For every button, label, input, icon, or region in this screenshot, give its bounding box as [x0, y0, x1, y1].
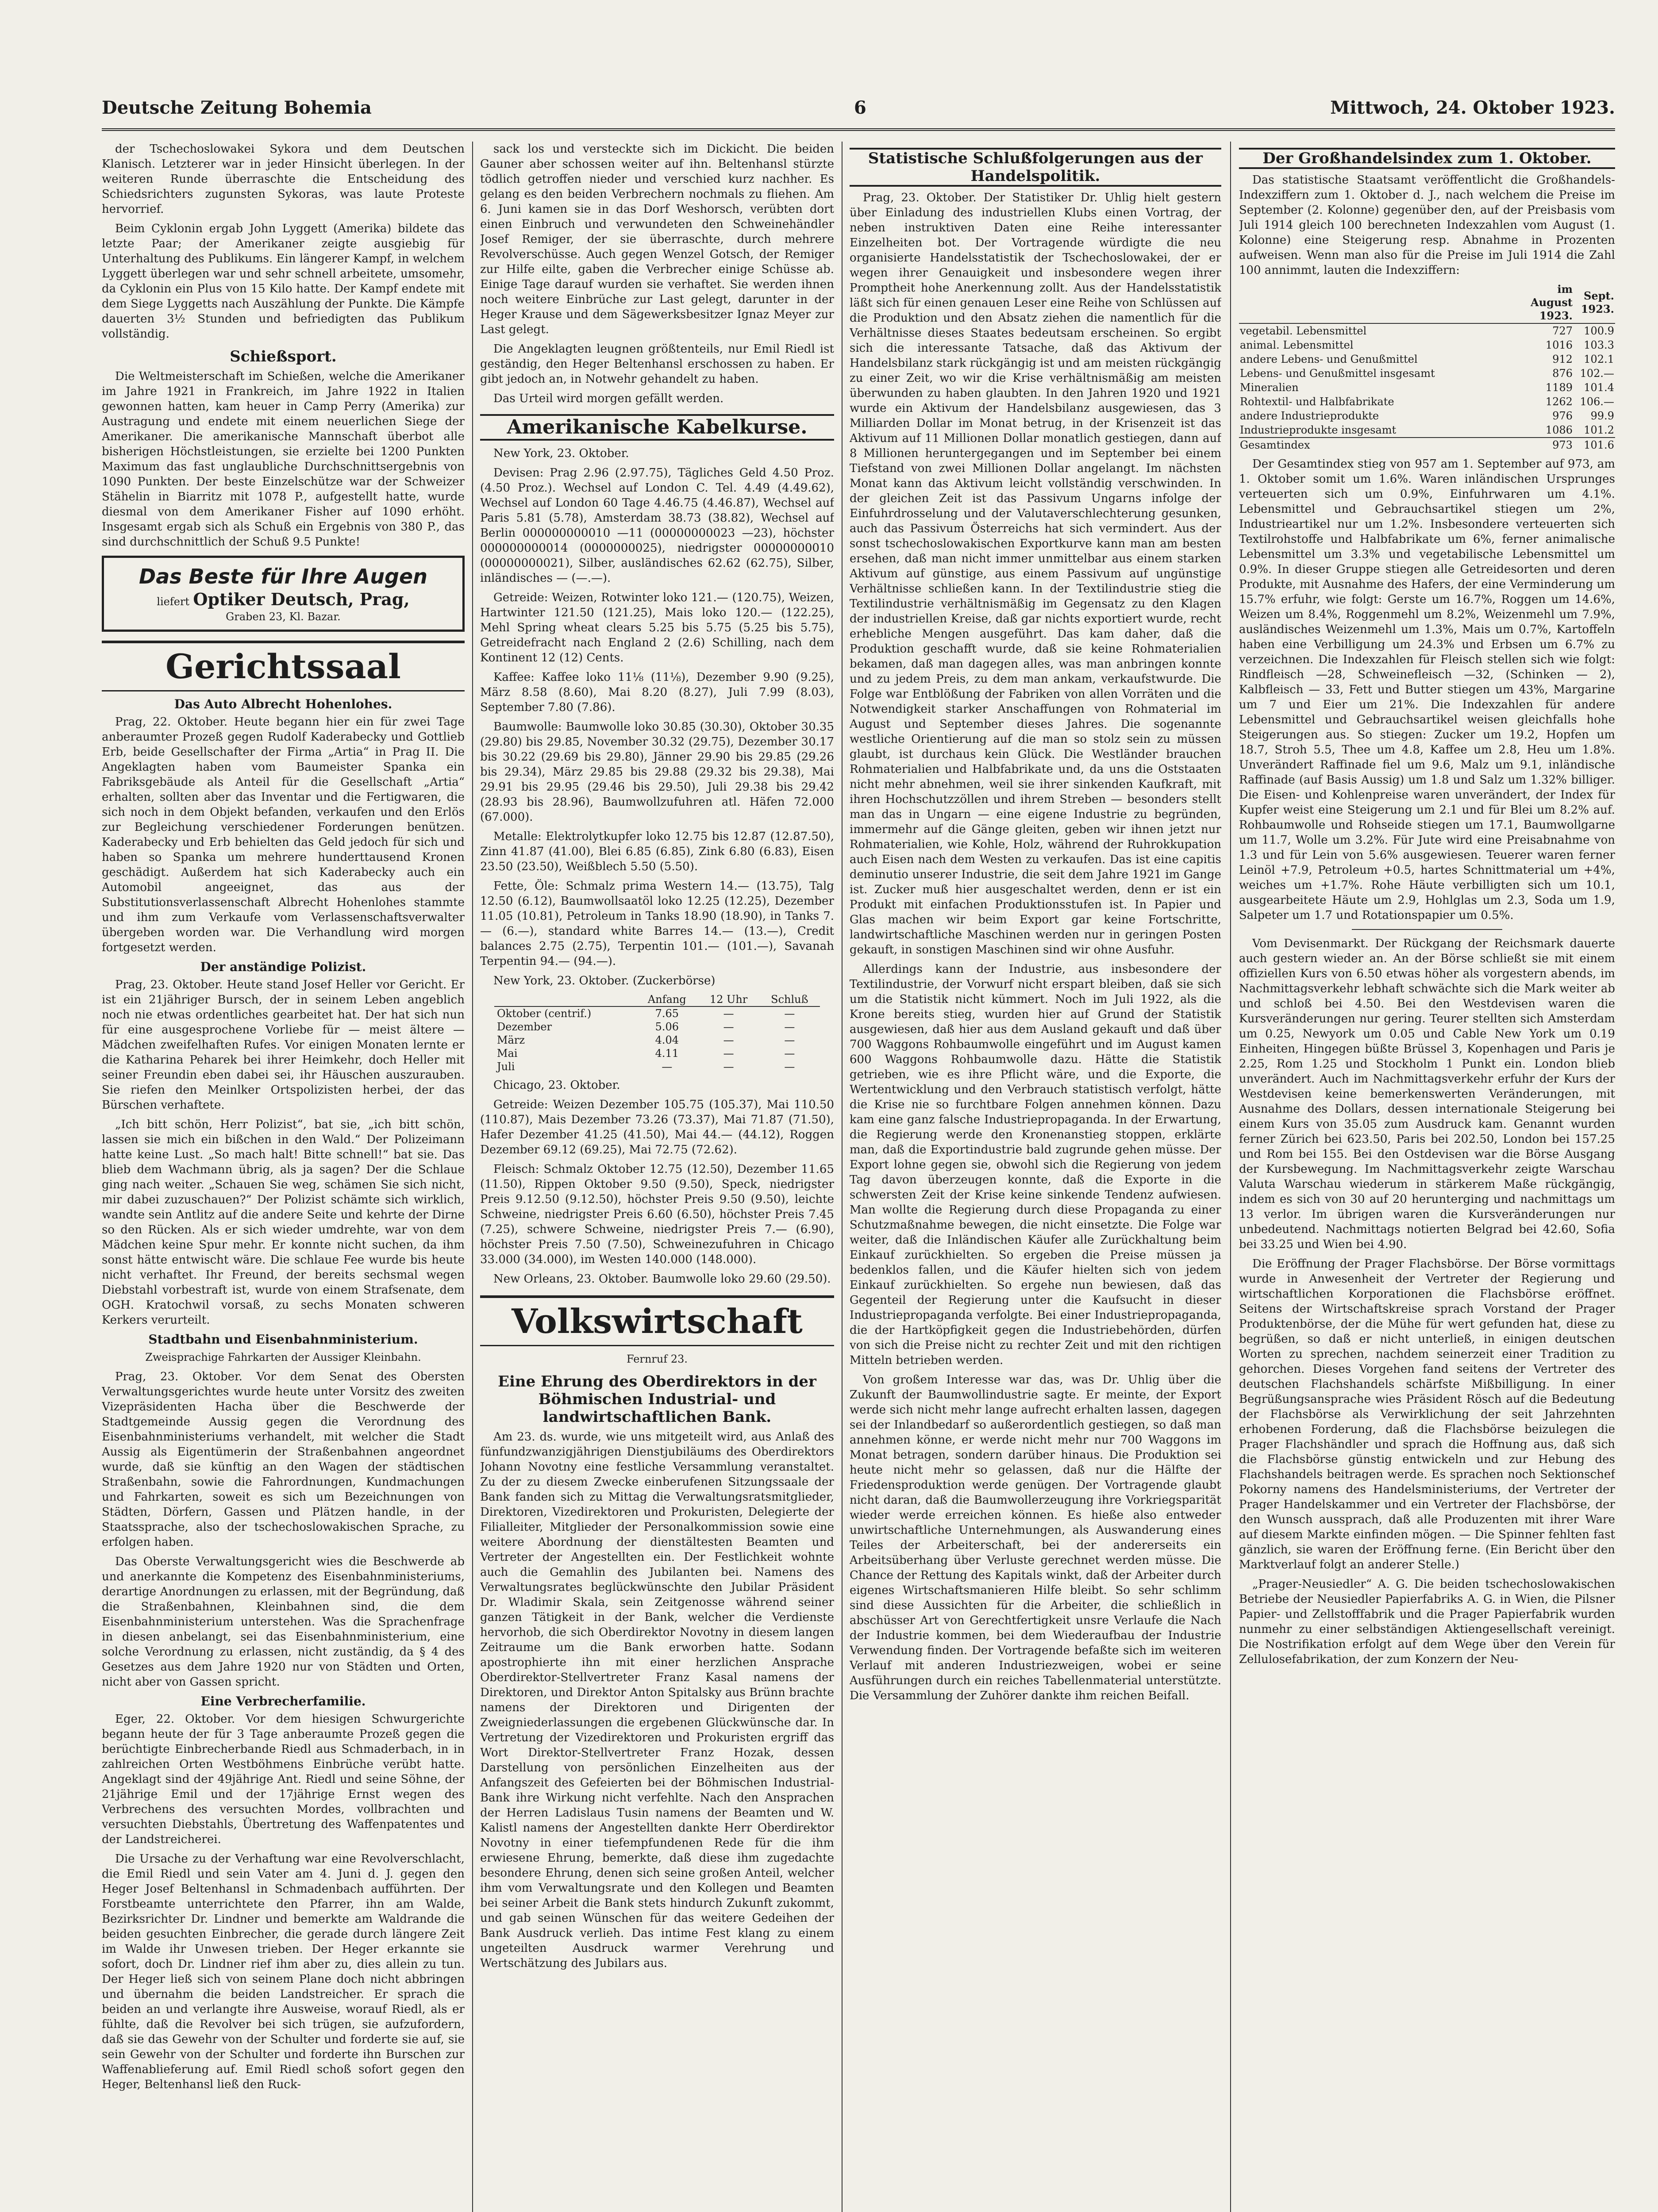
page-number: 6 [854, 97, 866, 118]
issue-date: Mittwoch, 24. Oktober 1923. [1330, 97, 1615, 118]
table-cell: 99.9 [1590, 410, 1614, 422]
paragraph: Fette, Öle: Schmalz prima Western 14.— (13.75), Talg 12.50 (6.12), Baumwollsaatöl loko 12.25 (12.25), Dezember 11.05 (10.81), Petroleum in Tanks 18.90 (18.90), in Tanks 7.— (6.—), standard white Barres 14.— (13.—), Credit balances 2.75 (2.75), Terpentin 101.— (101.—), Savanah Terpentin 94.— (94.—). [480, 879, 834, 968]
table-cell: Oktober (centrif.) [497, 1007, 592, 1020]
column-4 [1239, 142, 1615, 2212]
table-cell: 1189 [1545, 381, 1573, 394]
table-header: im August 1923. [1530, 282, 1573, 323]
table-cell: vegetabil. Lebensmittel [1240, 325, 1367, 337]
table-header: Schluß [759, 993, 820, 1006]
paragraph: Die Weltmeisterschaft im Schießen, welche die Amerikaner im Jahre 1921 in Frankreich, im Jahre 1922 in Italien gewonnen hatten, kam heuer in Camp Perry (Amerika) zur Austragung und endete mit einem neuerlichen Siege der Amerikaner. Die amerikanische Mannschaft überbot alle bisherigen Höchstleistungen, sie erzielte bei 1200 Punkten Maximum das fast unglaubliche Durchschnittsergebnis von 1090 Punkten. Der beste Einzelschütze war der Schweizer Stähelin in Biarritz mit 1078 P., aufgestellt hatte, wurde diesmal von dem Amerikaner Fisher auf 1090 erhöht. Insgesamt ergab sich als Schuß ein Ergebnis von 380 P., das sind durchschnittlich der Schuß 9.5 Punkte! [102, 370, 465, 549]
paragraph: Prag, 23. Oktober. Vor dem Senat des Obersten Verwaltungsgerichtes wurde heute unter Vorsitz des zweiten Vizepräsidenten Hacha über die Beschwerde der Stadtgemeinde Aussig gegen die Verordnung des Eisenbahnministeriums verhandelt, mit welcher die Stadt Aussig als Eigentümerin der Straßenbahnen angeordnet wurde, daß sie künftig an den Wagen der städtischen Straßenbahn, sowie die Fahrordnungen, Kundmachungen und Fahrkarten, soweit es sich um Bezeichnungen von Städten, Dörfern, Gassen und Plätzen handle, in der Staatssprache, also der tschechoslowakischen Sprache, zu erfolgen haben. [102, 1370, 465, 1549]
paragraph: Die Eröffnung der Prager Flachsbörse. Der Börse vormittags wurde in Anwesenheit der Vertreter der Regierung und wirtschaftlichen Korporationen die Flachsbörse eröffnet. Seitens der Wirtschaftskreise sprach Vorstand der Prager Produktenbörse, der die Mühe für wert gefunden hat, diese zu begrüßen, so daß er nicht unterließ, in einigen deutschen Worten zu sprechen, nachdem seinerzeit einer Tradition zu gehorchen. Dieses Vorgehen fand seitens der Vertreter des deutschen Flachshandels schärfste Mißbilligung. In einer Begrüßungsansprache wies Präsident Rösch auf die Bedeutung der Flachsbörse als Verwirklichung der seit Jahrzehnten erhobenen Forderung, daß die Flachsbörse beizulegen die Prager Flachshändler und sprach die Hoffnung aus, daß sich die Flachsbörse günstig entwickeln und zur Hebung des Flachshandels beitragen werde. Es sprachen noch Sektionschef Pokorny namens des Handelsministeriums, der Vertreter der Prager Handelskammer und ein Vertreter der Flachsbörse, der den Wunsch aussprach, daß alle Produzenten mit ihrer Ware auf diesem Markte einfinden mögen. — Die Spinner fehlten fast gänzlich, sie waren der Eröffnung ferne. (Ein Bericht über den Marktverlauf folgt an anderer Stelle.) [1239, 1257, 1615, 1571]
table-cell: andere Industrieprodukte [1240, 410, 1379, 422]
paragraph: Die Ursache zu der Verhaftung war eine Revolverschlacht, die Emil Riedl und sein Vater am 4. Juni d. J. gegen den Heger Josef Beltenhansl in Schmadenbach aufführten. Der Forstbeamte unterrichtete den Pfarrer, ihn am Walde, Bezirksrichter Dr. Lindner und bemerkte am Waldrande die beiden gesuchten Einbrecher, die gerade durch längere Zeit im Walde ihr Unwesen trieben. Der Heger erkannte sie sofort, doch Dr. Lindner rief ihm aber zu, dies allein zu tun. Der Heger ließ sich von seinem Plane doch nicht abbringen und übernahm die beiden Landstreicher. Er sprach die beiden an und verlangte ihre Ausweise, worauf Riedl, als er fühlte, daß die Revolver bei sich trügen, sie aufzufordern, daß sie das Gewehr von der Schulter und forderte sie auf, sie sein Gewehr von der Schulter und forderte ihn Burschen zur Waffenablieferung auf. Emil Riedl schoß sofort gegen den Heger, Beltenhansl ließ den Ruck- [102, 1852, 465, 2091]
column-3 [850, 142, 1221, 2212]
paragraph: Allerdings kann der Industrie, aus insbesondere der Textilindustrie, der Vorwurf nicht erspart bleiben, daß sie sich um die Statistik nicht kümmert. Noch im Juli 1922, als die Krone bereits stieg, wurden hier auf Grund der Statistik ausgewiesen, daß hier aus dem Ausland gekauft und daß über 700 Waggons Rohbaumwolle eingeführt und im August kamen 600 Waggons Rohbaumwolle dazu. Hätte die Statistik getrieben, wie es ihre Pflicht wäre, und die Exporte, die Wertentwicklung und den Verbrauch statistisch verfolgt, hätte die Krise nie so furchtbare Folgen annehmen können. Dazu kam eine ganz falsche Industriepropaganda. In der Erwartung, die Regierung werde den Kronenanstieg stoppen, erklärte man, daß die Exportindustrie bald zugrunde gehen müsse. Der Export lohne gegen sie, obwohl sich die Regierung von jedem Tag davon überzeugen konnte, daß die Exporte in die schwersten Zeit der Krise keine sinkende Tendenz aufwiesen. Man wollte die Regierung durch diese Propaganda zu einer Schutzmaßnahme bewegen, die nicht einsetzte. Die Folge war weiter, daß die Inländischen Käufer alle Zurückhaltung beim Einkauf zurückhielten. So ergeben die Preise müssen ja bedenklos fallen, und die Käufer hielten sich von jedem Einkauf zurückhielten. So ergehe nun bewiesen, daß das Gegenteil der Regierung unter die Kaufsucht in dieser Industriepropaganda verfolgte. Bei einer Industriepropaganda, die der Hartköpfigkeit gegen die Industriebehörden, dürfen von sich die Preise nicht zu rechter Zeit und mit den richtigen Mitteln betrieben werden. [850, 963, 1221, 1367]
ad-liefert: liefert [157, 595, 190, 608]
table-cell: 101.4 [1584, 381, 1614, 394]
section-title-kabelkurse: Amerikanische Kabelkurse. [480, 414, 834, 441]
newspaper-name: Deutsche Zeitung Bohemia [102, 97, 372, 118]
section-heading-schiesssport: Schießsport. [230, 348, 337, 365]
paragraph: Der Gesamtindex stieg von 957 am 1. September auf 973, am 1. Oktober somit um 1.6%. Waren inländischen Ursprunges verteuerten sich um 0.9%, Einfuhrwaren um 4.1%. Lebensmittel und Gebrauchsartikel stiegen um 2%, Industrieartikel nur um 1.2%. Insbesondere verteuerten sich Textilrohstoffe und Halbfabrikate um 6%, ferner animalische Lebensmittel um 3.3% und vegetabilische Lebensmittel um 0.9%. In dieser Gruppe stiegen alle Getreidesorten und deren Produkte, mit Ausnahme des Hafers, der eine Verminderung um 15.7% erfuhr, wie folgt: Gerste um 16.7%, Roggen um 14.6%, Weizen um 8.4%, Roggenmehl um 8.2%, Weizenmehl um 7.9%, ausländisches Weizenmehl um 1.3%, Mais um 0.7%, Kartoffeln haben eine Verbilligung um 24.3% und Erbsen um 6.7% zu verzeichnen. Die Indexzahlen für Fleisch stellen sich wie folgt: Rindfleisch —28, Schweinefleisch —32, (Schinken — 2), Kalbfleisch — 33, Fett und Butter stiegen um 43%, Margarine um 7 und Eier um 21%. Die Indexzahlen für andere Lebensmittel und Gebrauchsartikel weisen gleichfalls hohe Steigerungen aus. So stiegen: Zucker um 19.2, Hopfen um 18.7, Stroh 5.5, Thee um 4.8, Kaffee um 2.8, Heu um 1.8%. Unverändert Raffinade fiel um 9.6, Malz um 9.1, inländische Raffinade (auf Basis Aussig) um 1.8 und Salz um 1.32% billiger. Die Eisen- und Kohlenpreise waren unverändert, der Index für Kupfer weist eine Steigerung um 2.1 und für Blei um 8.2% auf. Rohbaumwolle und Rohseide stiegen um 17.1, Baumwollgarne um 11.7, Wolle um 3.2%. Für Jute wird eine Preisabnahme von 1.3 und für Lein von 5.6% ausgewiesen. Teuerer waren ferner Leinöl +7.9, Petroleum +0.5, hartes Schnittmaterial um +4%, weiches um +1.7%. Rohe Häute verbilligten sich um 10.1, ausgearbeitete Häute um 2.9, Hohlglas um 2.3, Soda um 1.9, Salpeter um 1.7 und Rotationspapier um 0.5%. [1239, 457, 1615, 922]
article-title: Das Auto Albrecht Hohenlohes. [174, 697, 392, 711]
table-cell: 912 [1552, 353, 1573, 365]
table-cell: — [784, 1047, 795, 1060]
paragraph: New York, 23. Oktober. [493, 447, 629, 460]
paragraph: Das Oberste Verwaltungsgericht wies die Beschwerde ab und anerkannte die Kompetenz des Eisenbahnministeriums, derartige Anordnungen zu erlassen, mit der Begründung, daß die Straßenbahnen, Kleinbahnen sind, die dem Eisenbahnministerium unterstehen. Was die Sprachenfrage in diesen anbelangt, sei das Eisenbahnministerium, eine solche Verordnung zu erlassen, nicht zuständig, da § 4 des Gesetzes aus dem Jahre 1920 nur von Städten und Orten, nicht aber von Gassen spricht. [102, 1555, 465, 1689]
paragraph: Chicago, 23. Oktober. [493, 1079, 620, 1092]
table-cell: — [662, 1060, 673, 1073]
paragraph: Kaffee: Kaffee loko 11⅛ (11⅛), Dezember 9.90 (9.25), März 8.58 (8.60), Mai 8.20 (8.27), Juli 7.99 (8.03), September 7.80 (7.86). [480, 671, 834, 714]
table-cell: 102.1 [1584, 353, 1614, 365]
paragraph: Das Urteil wird morgen gefällt werden. [493, 392, 724, 405]
table-header: Sept. 1923. [1573, 282, 1615, 323]
table-row [1239, 338, 1615, 352]
paragraph: Prag, 22. Oktober. Heute begann hier ein für zwei Tage anberaumter Prozeß gegen Rudolf Kaderabecky und Gottlieb Erb, beide Gesellschafter der Firma „Artia“ in Prag II. Die Angeklagten haben vom Baumeister Spanka ein Fabriksgebäude als Anteil für die Gesellschaft „Artia“ erhalten, sollten aber das Inventar und die Fertigwaren, die sich noch in dem Objekt befanden, verkaufen und den Erlös zur Begleichung verschiedener Forderungen benützen. Kaderabecky und Erb behielten das Geld jedoch für sich und haben so Spanka um mehrere hunderttausend Kronen geschädigt. Außerdem hat sich Kaderabecky auch ein Automobil angeeignet, das aus der Substitutionsverlassenschaft Albrecht Hohenlohes stammte und ihm zum Verkaufe vom Verlassenschaftsverwalter übergeben worden war. Die Verhandlung wird morgen fortgesetzt werden. [102, 715, 465, 954]
article-title: Statistische Schlußfolgerungen aus der Handelspolitik. [850, 148, 1221, 187]
table-cell: Dezember [497, 1021, 552, 1033]
table-cell: 100.9 [1584, 325, 1614, 337]
table-cell: 727 [1552, 325, 1573, 337]
ad-headline: Das Beste für Ihre Augen [139, 565, 427, 588]
table-cell: Mineralien [1240, 381, 1299, 394]
table-row [1239, 409, 1615, 423]
paragraph: Devisen: Prag 2.96 (2.97.75), Tägliches Geld 4.50 Proz. (4.50 Proz.). Wechsel auf London C. Tel. 4.49 (4.49.62), Wechsel auf London 60 Tage 4.46.75 (4.46.87), Wechsel auf Paris 5.81 (5.78), Amsterdam 38.73 (38.82), Wechsel auf Berlin 000000000010 —11 (00000000023 —23), höchster 000000000014 (0000000025), niedrigster 00000000010 (00000000021), Silber, ausländisches 62.62 (62.75), Silber, inländisches — (—.—). [480, 466, 834, 585]
table-cell: 101.6 [1573, 438, 1615, 452]
table-cell: — [723, 1021, 734, 1033]
table-cell: — [723, 1007, 734, 1020]
table-cell: — [723, 1060, 734, 1073]
section-title-volkswirtschaft: Volkswirtschaft [480, 1295, 834, 1346]
paragraph: Vom Devisenmarkt. Der Rückgang der Reichsmark dauerte auch gestern wieder an. An der Börse schließt sie mit einem offiziellen Kurs von 6.50 etwas höher als vorgestern abends, im Nachmittagsverkehr lebhaft schwächte sich die Mark weiter ab und schloß bei 4.50. Bei den Westdevisen waren die Kursveränderungen nur gering. Teurer stellten sich Amsterdam um 0.25, Newyork um 0.05 und Cable New York um 0.19 Einheiten, Hingegen büßte Brüssel 3, Kopenhagen und Paris je 2.25, Rom 1.25 und Stockholm 1 Punkt ein. London blieb unverändert. Auch im Nachmittagsverkehr erfuhr der Kurs der Westdevisen keine bemerkenswerten Veränderungen, mit Ausnahme des Dollars, dessen internationale Steigerung bei einem Kurs von 35.05 zum Ausdruck kam. Genannt wurden ferner Zürich bei 623.50, Paris bei 202.50, London bei 157.25 und Rom bei 155. Bei den Ostdevisen war die Börse Ausgang der Kursbewegung. Im Nachmittagsverkehr zeigte Warschau Valuta Warschau wiederum in stärkerem Maße rückgängig, indem es sich von 30 auf 20 herunterging und nachmittags um 13 verlor. Im übrigen waren die Kursveränderungen nur unbedeutend. Nachmittags notierten Belgrad bei 42.60, Sofia bei 33.25 und Wien bei 4.90. [1239, 937, 1615, 1251]
ad-company: Optiker Deutsch, Prag, [193, 589, 410, 609]
table-header [494, 993, 636, 1006]
column-rule [472, 142, 473, 2212]
paragraph: New York, 23. Oktober. (Zuckerbörse) [493, 974, 716, 987]
paragraph: Von großem Interesse war das, was Dr. Uhlig über die Zukunft der Baumwollindustrie sagte. Er meinte, der Export werde sich nicht mehr lange aufrecht erhalten lassen, dagegen sei der Inlandbedarf so außerordentlich gestiegen, so daß man annehmen könne, er werde nicht mehr nur 700 Waggons im Monat betragen, sondern darüber hinaus. Die Produktion sei heute nicht mehr so gelassen, daß nur die Hälfte der Friedensproduktion werde genügen. Der Vortragende glaubt nicht daran, daß die Baumwollerzeugung ihre Vorkriegsparität wieder werde erreichen können. Es hieße also entweder unwirtschaftliche Unternehmungen, als Auswanderung eines Teiles der Arbeiterschaft, bei der andererseits ein Arbeitsüberhang über Verluste gerechnet werden müsse. Die Chance der Rettung des Kapitals winkt, daß der Arbeiter durch eigenes Wirtschaftsmanieren Hilfe bleibt. So sehr schlimm sind diese Aussichten für die Arbeiter, die schließlich in abschüsser Art von Gerechtfertigkeit unsre Verlaufe die Nach der Industrie kommen, bei dem Wiederaufbau der Industrie Verwendung finden. Der Vortragende befaßte sich im weiteren Verlauf mit anderen Industriezweigen, wobei er seine Ausführungen durch ein reiches Tabellenmaterial unterstützte. Die Versammlung der Zuhörer dankte ihm reichen Beifall. [850, 1373, 1221, 1702]
table-header: Anfang [636, 993, 698, 1006]
paragraph: Getreide: Weizen, Rotwinter loko 121.— (120.75), Weizen, Hartwinter 121.50 (121.25), Mais loko 120.— (122.25), Mehl Spring wheat clears 5.25 bis 5.75 (5.25 bis 5.75), Getreidefracht nach England 2 (2.6) Schilling, nach dem Kontinent 12 (12) Cents. [480, 591, 834, 664]
article-title: Der Großhandelsindex zum 1. Oktober. [1239, 148, 1615, 169]
optiker-advertisement [102, 556, 465, 632]
table-cell: Gesamtindex [1239, 438, 1530, 452]
paragraph: Fleisch: Schmalz Oktober 12.75 (12.50), Dezember 11.65 (11.50), Rippen Oktober 9.50 (9.50), Speck, niedrigster Preis 9.12.50 (9.12.50), höchster Preis 9.50 (9.50), leichte Schweine, niedrigster Preis 6.60 (6.50), höchster Preis 7.45 (7.25), schwere Schweine, niedrigster Preis 7.— (6.90), höchster Preis 7.50 (7.50), Schweinezufuhren in Chicago 33.000 (34.000), im Westen 140.000 (148.000). [480, 1163, 834, 1266]
paragraph: Baumwolle: Baumwolle loko 30.85 (30.30), Oktober 30.35 (29.80) bis 29.85, November 30.32 (29.75), Dezember 30.17 bis 30.22 (29.69 bis 29.80), Jänner 29.90 bis 29.85 (29.26 bis 29.34), März 29.85 bis 29.88 (29.32 bis 29.38), Mai 29.91 bis 29.95 (29.46 bis 29.50), Juli 29.38 bis 29.42 (28.93 bis 28.96), Baumwollzufuhren atl. Häfen 72.000 (67.000). [480, 720, 834, 824]
table-row [1239, 352, 1615, 366]
table-row [494, 1020, 820, 1033]
column-rule [1230, 142, 1231, 2212]
section-subtitle: Fernruf 23. [626, 1353, 688, 1365]
paragraph: New Orleans, 23. Oktober. Baumwolle loko 29.60 (29.50). [493, 1272, 831, 1286]
table-cell: — [784, 1007, 795, 1020]
table-header: 12 Uhr [698, 993, 759, 1006]
table-row [494, 1033, 820, 1047]
section-title-gerichtssaal: Gerichtssaal [102, 641, 465, 691]
table-cell: 4.11 [655, 1047, 679, 1060]
table-cell: Industrieprodukte insgesamt [1240, 424, 1396, 436]
table-row [1239, 395, 1615, 409]
table-cell: Mai [497, 1047, 518, 1060]
table-cell: 1016 [1545, 339, 1573, 351]
article-title: Stadtbahn und Eisenbahnministerium. [148, 1332, 418, 1347]
paragraph: Eger, 22. Oktober. Vor dem hiesigen Schwurgerichte begann heute der für 3 Tage anberaumte Prozeß gegen die berüchtigte Einbrecherbande Riedl aus Schmaderbach, in in zahlreichen Orten Westböhmens Einbrüche verübt hatte. Angeklagt sind der 49jährige Ant. Riedl und seine Söhne, der 21jährige Emil und der 17jährige Ernst wegen des Verbrechens des versuchten Mordes, vollbrachten und versuchten Diebstahls, Übertretung des Waffenpatentes und der Landstreicherei. [102, 1713, 465, 1846]
table-row [1239, 423, 1615, 438]
table-cell: 5.06 [655, 1021, 679, 1033]
table-cell: 976 [1552, 410, 1573, 422]
table-row [1239, 380, 1615, 395]
article-subtitle: Zweisprachige Fahrkarten der Aussiger Kleinbahn. [145, 1351, 421, 1363]
table-cell: 7.65 [655, 1007, 679, 1020]
sugar-table [494, 993, 820, 1073]
table-cell: 103.3 [1584, 339, 1614, 351]
paragraph: Am 23. ds. wurde, wie uns mitgeteilt wird, aus Anlaß des fünfundzwanzigjährigen Dienstjubiläums des Oberdirektors Johann Novotny eine festliche Versammlung veranstaltet. Zu der zu diesem Zwecke einberufenen Sitzungssaale der Bank fanden sich zu Mittag die Verwaltungsratsmitglieder, Direktoren, Vizedirektoren und Prokuristen, Delegierte der Filialleiter, Mitglieder der Personalkommission sowie eine weitere Abordnung der dienstältesten Beamten und Vertreter der Angestellten ein. Der Festlichkeit wohnte auch die Gemahlin des Jubilanten bei. Namens des Verwaltungsrates beglückwünschte den Jubilar Präsident Dr. Wladimir Skala, sein Zeitgenosse während seiner ganzen Tätigkeit in der Bank, welcher die Verdienste hervorhob, die sich Oberdirektor Novotny in diesem langen Zeitraume um die Bank erworben hatte. Sodann apostrophierte ihn mit einer herzlichen Ansprache Oberdirektor-Stellvertreter Franz Kasal namens der Direktoren, und Direktor Anton Spitalsky aus Brünn brachte namens der Direktoren und Dirigenten der Zweigniederlassungen die ergebenen Glückwünsche dar. In Vertretung der Vizedirektoren und Prokuristen ergriff das Wort Direktor-Stellvertreter Franz Hozak, dessen Darstellung von persönlichen Einzelheiten aus der Anfangszeit des Gefeierten bei der Böhmischen Industrial-Bank ihre Wirkung nicht verfehlte. Nach den Ansprachen der Herren Ladislaus Tusin namens der Beamten und W. Kalistl namens der Angestellten dankte Herr Oberdirektor Novotny in einer tiefempfundenen Rede für die ihm erwiesene Ehrung, bemerkte, daß diese ihm zugedachte besondere Ehrung, denen sich seine großen Anteil, welcher ihm vom Verwaltungsrate und den Kollegen und Beamten bei seiner Arbeit die Bank stets hindurch Zukunft zukommt, und gab seinen Wünschen für das weitere Gedeihen der Bank Ausdruck verlieh. Das intime Fest klang zu einem ungeteilten Ausdruck warmer Verehrung und Wertschätzung des Jubilars aus. [480, 1430, 834, 1970]
table-cell: 101.2 [1584, 424, 1614, 436]
paragraph: „Prager-Neusiedler“ A. G. Die beiden tschechoslowakischen Betriebe der Neusiedler Papierfabriks A. G. in Wien, die Pilsner Papier- und Zellstofffabrik und die Prager Papierfabrik wurden nunmehr zu einer selbständigen Aktiengesellschaft vereinigt. Die Nostrifikation erfolgt auf dem Wege über den Verein für Zellulosefabrikation, der zum Konzern der Neu- [1239, 1578, 1615, 1666]
table-cell: Juli [497, 1060, 515, 1073]
table-cell: Rohtextil- und Halbfabrikate [1240, 396, 1394, 408]
ad-address: Graben 23, Kl. Bazar. [226, 611, 341, 623]
paragraph: Prag, 23. Oktober. Heute stand Josef Heller vor Gericht. Er ist ein 21jähriger Bursch, der in seinem Leben angeblich noch nie etwas ordentliches gearbeitet hat. Der hat sich nun für eine ausgesprochene Vorliebe für — meist ältere — Mädchen zweifelhaften Rufes. Vor einigen Monaten lernte er die Katharina Peharek bei ihrer Heimkehr, doch Heller mit seiner Freundin eben dabei sei, ihr Häuschen auszurauben. Sie riefen den Meinlker Ortspolizisten herbei, der das Bürschen verhaftete. [102, 978, 465, 1112]
table-row [494, 1047, 820, 1060]
index-table [1239, 282, 1615, 452]
article-title: Der anständige Polizist. [200, 960, 366, 974]
table-cell: animal. Lebensmittel [1240, 339, 1354, 351]
table-cell: 4.04 [655, 1034, 679, 1046]
article-title: Eine Ehrung des Oberdirektors in der Böhmischen Industrial- und landwirtschaftlichen Bank. [498, 1373, 816, 1426]
table-cell: März [497, 1034, 525, 1046]
paragraph: Metalle: Elektrolytkupfer loko 12.75 bis 12.87 (12.87.50), Zinn 41.87 (41.00), Blei 6.85 (6.85), Zink 6.80 (6.83), Eisen 23.50 (23.50), Weißblech 5.50 (5.50). [480, 830, 834, 873]
table-cell: andere Lebens- und Genußmittel [1240, 353, 1418, 365]
column-2 [480, 142, 834, 2212]
article-title: Eine Verbrecherfamilie. [200, 1694, 366, 1709]
table-header [1239, 282, 1530, 323]
paragraph: Getreide: Weizen Dezember 105.75 (105.37), Mai 110.50 (110.87), Mais Dezember 73.26 (73.37), Mai 71.87 (71.50), Hafer Dezember 41.25 (41.50), Mai 44.— (44.12), Roggen Dezember 69.12 (69.25), Mai 72.75 (72.62). [480, 1098, 834, 1156]
paragraph: „Ich bitt schön, Herr Polizist“, bat sie, „ich bitt schön, lassen sie mich ein bißchen in den Wald.“ Der Polizeimann hatte keine Lust. „So mach halt! Bitte schnell!“ bat sie. Das blieb dem Wachmann übrig, als ja sagen? Der die Schlaue ging nach weiter. „Schauen Sie weg, schämen Sie sich nicht, mir dabei zuzuschauen?“ Der Polizist schämte sich wirklich, wandte sein Antlitz auf die andere Seite und kehrte der Dirne so den Rücken. Als er sich wieder umdrehte, war von dem Mädchen keine Spur mehr. Er konnte nicht suchen, da ihm sonst hätte entwischt wäre. Die schlaue Fee wurde bis heute nicht verhaftet. Ihr Freund, der bereits sechsmal wegen Diebstahl vorbestraft ist, wurde von einem Strafsenate, dem OGH. Kratochwil vorsaß, zu sechs Monaten schweren Kerkers verurteilt. [102, 1118, 465, 1327]
paragraph: der Tschechoslowakei Sykora und dem Deutschen Klanisch. Letzterer war in jeder Hinsicht überlegen. In der weiteren Runde überraschte die Entscheidung des Schiedsrichters zugunsten Sykoras, was laute Proteste hervorrief. [102, 142, 465, 216]
table-cell: 1262 [1545, 396, 1573, 408]
table-cell: — [784, 1060, 795, 1073]
table-row [1239, 366, 1615, 380]
table-cell: — [723, 1047, 734, 1060]
table-cell: — [784, 1021, 795, 1033]
page-header [102, 93, 1615, 131]
table-cell: 1086 [1545, 424, 1573, 436]
table-cell: — [723, 1034, 734, 1046]
table-row [494, 1006, 820, 1020]
paragraph: Die Angeklagten leugnen größtenteils, nur Emil Riedl ist geständig, den Heger Beltenhansl erschossen zu haben. Er gibt jedoch an, in Notwehr gehandelt zu haben. [480, 342, 834, 386]
table-cell: 102.— [1580, 367, 1614, 380]
table-row [1239, 438, 1615, 452]
table-cell: 973 [1530, 438, 1573, 452]
column-1 [102, 142, 465, 2212]
paragraph: sack los und versteckte sich im Dickicht. Die beiden Gauner aber schossen weiter auf ihn. Beltenhansl stürzte tödlich getroffen nieder und verschied kurz nachher. Es gelang es den beiden Verbrechern nochmals zu fliehen. Am 6. Juni kamen sie in das Dorf Weshorsch, verübten dort einen Einbruch und verwundeten den Schweinehändler Josef Remiger, der sie überraschte, durch mehrere Revolverschüsse. Auch gegen Wenzel Gotsch, der Remiger zur Hilfe eilte, gaben die Verbrecher einige Schüsse ab. Einige Tage darauf wurden sie verhaftet. Sie werden ihnen noch weitere Einbrüche zur Last gelegt, darunter in der Heger Krause und dem Sägewerksbesitzer Ignaz Meyer zur Last gelegt. [480, 142, 834, 336]
table-cell: — [784, 1034, 795, 1046]
paragraph: Das statistische Staatsamt veröffentlicht die Großhandels-Indexziffern zum 1. Oktober d. J., nach welchem die Preise im September (2. Kolonne) gegenüber den, auf der Preisbasis vom Juli 1914 gleich 100 berechneten Indexzahlen vom August (1. Kolonne) eine Steigerung resp. Abnahme in Prozenten aufweisen. Wenn man also für die Preise im Juli 1914 die Zahl 100 annimmt, lauten die Indexziffern: [1239, 173, 1615, 277]
table-cell: 106.— [1580, 396, 1614, 408]
table-cell: 876 [1552, 367, 1573, 380]
paragraph: Prag, 23. Oktober. Der Statistiker Dr. Uhlig hielt gestern über Einladung des industriellen Klubs einen Vortrag, der neben instruktiven Daten eine Reihe interessanter Einzelheiten bot. Der Vortragende würdigte die neu organisierte Handelsstatistik der Tschechoslowakei, der er wegen ihrer Genauigkeit und insbesondere wegen ihrer Promptheit hohe Anerkennung zollt. Aus der Handelsstatistik läßt sich für einen genauen Leser eine Reihe von Schlüssen auf die Produktion und den Absatz ziehen die namentlich für die Verhältnisse dieses Staates bedeutsam erscheinen. So ergibt sich die interessante Tatsache, daß das Aktivum der Handelsbilanz stark rückgängig ist und am meisten rückgängig zu einer Zeit, wo wir die Krise verhältnismäßig am meisten überwunden zu haben glaubten. In den Jahren 1920 und 1921 wurde ein Aktivum der Handelsbilanz ausgewiesen, das 3 Milliarden Dollar im Monat betrug, in der Krisenzeit ist das Aktivum auf 11 Millionen Dollar monatlich gestiegen, dann auf 8 Millionen heruntergegangen und im September bei einem Tiefstand von zwei Millionen Dollar angelangt. Im nächsten Monat kann das Aktivum leicht vollständig verschwinden. In der gleichen Zeit ist das Passivum Ungarns infolge der Einfuhrdrosselung und der Valutaverschlechterung gesunken, auch das Passivum Österreichs hat sich vermindert. Aus der sonst tschechoslowakischen Exportkurve kann man am besten ersehen, daß man nicht immer unmittelbar aus einem starken Aktivum auf günstige, aus einem Passivum auf ungünstige Verhältnisse schließen kann. In der Textilindustrie stieg die Textilindustrie verhältnismäßig im Gegensatz zu den Klagen der industriellen Kreise, daß gar nichts exportiert wurde, recht erhebliche Mengen ausgeführt. Das kam daher, daß die Produktion geschafft wurde, daß sie keine Rohmaterialien bekamen, daß man dagegen alles, was man anbringen konnte und zu jedem Preis, zu dem man ankam, verkaufstwurde. Die Folge war Entblößung der Fabriken von allen Vorräten und die Notwendigkeit starker Anschaffungen von Rohmaterial im August und September dieses Jahres. Die sogenannte westliche Orientierung auf die man so stolz sein zu müssen glaubt, ist durchaus kein Glück. Die Westländer brauchen Rohmaterialien und Halbfabrikate und, da uns die Oststaaten nicht mehr abnehmen, weil sie ihrer sinkenden Kaufkraft, mit ihren Hochschutzzöllen und ihrem Streben — besonders stellt man das in Ungarn — eine eigene Industrie zu begründen, immermehr auf die Gänge gleiten, geben wir ihnen jetzt nur Rohmaterialien, wie Kohle, Holz, während der Ruhrokkupation auch Eisen nach dem Westen zu verkaufen. Das ist eine capitis deminutio unserer Industrie, die seit dem Jahre 1921 im Gange ist. Zucker muß hier ausgeschaltet werden, denn er ist ein Produkt mit einfachen Produktionsstufen ist. In Papier und Glas machen wir beim Export gar keine Fortschritte, landwirtschaftliche Maschinen werden nur in geringen Posten gekauft, in sonstigen Maschinen sind wir ohne Ausfuhr. [850, 191, 1221, 956]
divider [1352, 929, 1502, 930]
paragraph: Beim Cyklonin ergab John Lyggett (Amerika) bildete das letzte Paar; der Amerikaner zeigte ausgiebig für Unterhaltung des Publikums. Ein längerer Kampf, in welchem Lyggett überlegen war und sehr schnell arbeitete, umsomehr, da Cyklonin ein Plus von 15 Kilo hatte. Der Kampf endete mit dem Siege Lyggetts nach Auszählung der Punkte. Die Kämpfe dauerten 3½ Stunden und befriedigten das Publikum vollständig. [102, 222, 465, 341]
table-row [494, 1060, 820, 1073]
table-cell: Lebens- und Genußmittel insgesamt [1240, 367, 1435, 380]
table-row [1239, 323, 1615, 338]
